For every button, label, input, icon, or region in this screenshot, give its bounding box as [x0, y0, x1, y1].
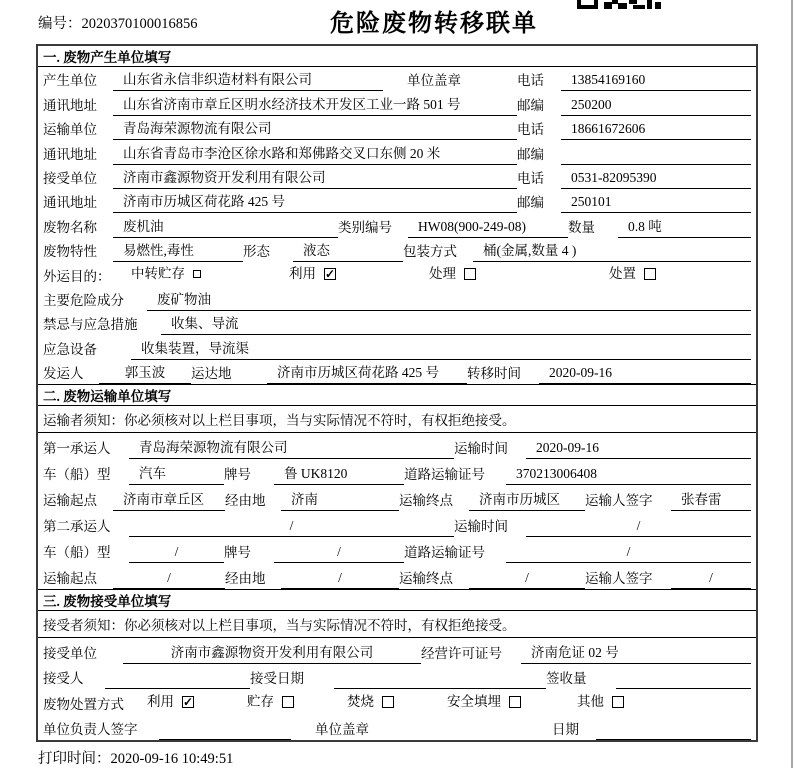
print-time-label: 打印时间：: [38, 751, 111, 767]
form-row: [38, 287, 756, 311]
serial-number: [38, 12, 198, 33]
field-value: 鲁 UK8120: [274, 464, 404, 485]
checkbox-item: [247, 692, 347, 715]
field-label: 运输时间: [454, 441, 508, 457]
field-label: 产生单位: [43, 73, 97, 89]
checkbox-label: 处理: [429, 265, 456, 281]
form-row: [38, 689, 756, 715]
form-row: [38, 715, 756, 741]
field-label: 通讯地址: [43, 97, 97, 113]
field-label: 签收量: [546, 671, 587, 687]
page-title: 危险废物转移联单: [330, 11, 538, 37]
form-row: [38, 311, 756, 335]
field-value: 0.8 吨: [618, 217, 751, 238]
field-label: 运输起点: [43, 493, 97, 509]
field-value: 济南市历城区荷花路 425 号: [113, 192, 517, 213]
field-value: 济南市章丘区: [113, 490, 225, 511]
notice-text: 接受者须知：你必须核对以上栏目事项，当与实际情况不符时，有权拒绝接受。: [38, 611, 756, 638]
checkbox-item: [609, 264, 656, 287]
checkbox-label: 贮存: [247, 693, 274, 709]
form-row: [38, 335, 756, 359]
form-row: [38, 189, 756, 213]
field-value: 收集、导流: [161, 314, 751, 335]
checkbox-unchecked-icon: [464, 268, 476, 280]
checkbox-item: [289, 264, 429, 287]
transfer-form-table: [36, 44, 758, 742]
field-label: 转移时间: [467, 366, 521, 382]
form-row: [38, 360, 756, 384]
form-row: [38, 537, 756, 563]
print-time: [38, 747, 233, 768]
field-label: 接受人: [43, 671, 84, 687]
checkbox-unchecked-icon: [612, 696, 624, 708]
form-row: [38, 262, 756, 286]
field-value: 液态: [293, 241, 403, 262]
checkbox-label: 焚烧: [347, 693, 374, 709]
field-value: 济南: [281, 490, 399, 511]
field-label: 邮编: [517, 195, 544, 211]
form-row: [38, 511, 756, 537]
field-label: 通讯地址: [43, 195, 97, 211]
field-value: /: [129, 542, 224, 563]
field-value: 汽车: [129, 464, 224, 485]
field-value: [596, 739, 751, 740]
field-label: 运输人签字: [585, 493, 653, 509]
field-value: 废机油: [113, 217, 338, 238]
field-value: /: [671, 568, 751, 589]
field-value: 易燃性,毒性: [113, 241, 243, 262]
field-label: 废物名称: [43, 219, 97, 235]
section-receiver: [38, 589, 756, 740]
form-row: [38, 213, 756, 237]
field-value: 青岛海荣源物流有限公司: [129, 438, 454, 459]
section-header: 一. 废物产生单位填写: [38, 46, 756, 67]
field-value: [159, 739, 291, 740]
form-row: [38, 165, 756, 189]
field-value: [334, 688, 546, 689]
checkbox-label: 其他: [577, 693, 604, 709]
checkbox-unchecked-icon: [382, 696, 394, 708]
field-value: 收集装置，导流渠: [131, 339, 751, 360]
checkbox-checked-icon: ✓: [182, 694, 194, 709]
field-label: 运输单位: [43, 122, 97, 138]
form-row: [38, 91, 756, 115]
field-label: 经由地: [225, 571, 266, 587]
field-label: 电话: [517, 122, 544, 138]
field-label: 牌号: [224, 545, 251, 561]
field-value: 250200: [561, 95, 751, 116]
field-label: 车（船）型: [43, 467, 111, 483]
field-value: 山东省永信非织造材料有限公司: [113, 70, 383, 91]
field-value: 济南市历城区荷花路 425 号: [267, 363, 467, 384]
field-value: /: [274, 542, 404, 563]
field-label: 电话: [517, 170, 544, 186]
field-value: [105, 688, 250, 689]
form-row: [38, 638, 756, 664]
field-label: 运输时间: [454, 519, 508, 535]
print-time-value: 2020-09-16 10:49:51: [110, 751, 234, 767]
field-value: 370213006408: [506, 464, 751, 485]
field-label: 牌号: [224, 467, 251, 483]
field-label: 运输起点: [43, 571, 97, 587]
checkbox-label: 安全填埋: [447, 693, 501, 709]
field-label: 经营许可证号: [421, 645, 502, 661]
notice-text: 运输者须知：你必须核对以上栏目事项，当与实际情况不符时，有权拒绝接受。: [38, 406, 756, 433]
field-label: 电话: [517, 73, 544, 89]
field-label: 主要危险成分: [43, 292, 124, 308]
field-value: 山东省青岛市李沧区徐水路和郑佛路交叉口东侧 20 米: [113, 144, 517, 165]
checkbox-unchecked-icon: [509, 696, 521, 708]
field-label: 通讯地址: [43, 146, 97, 162]
checkbox-checked-icon: ✓: [324, 266, 336, 281]
field-value: /: [129, 516, 454, 537]
field-value: /: [281, 568, 399, 589]
field-value: 250101: [561, 192, 751, 213]
field-value: /: [113, 568, 225, 589]
form-row: [38, 563, 756, 589]
field-label: 车（船）型: [43, 545, 111, 561]
field-label: 道路运输证号: [404, 545, 485, 561]
form-row: [38, 485, 756, 511]
checkbox-item: [577, 692, 624, 715]
field-value: 济南市鑫源物资开发利用有限公司: [123, 643, 421, 664]
field-label: 日期: [552, 722, 579, 738]
section-producer: [38, 46, 756, 384]
field-label: 道路运输证号: [404, 467, 485, 483]
field-label: 类别编号: [338, 219, 392, 235]
field-value: HW08(900-249-08): [408, 217, 568, 238]
form-row: [38, 140, 756, 164]
field-value: 济南市历城区: [469, 490, 585, 511]
serial-label: 编号：: [38, 16, 82, 32]
field-label: 废物特性: [43, 244, 97, 260]
checkbox-unchecked-icon: [282, 696, 294, 708]
field-label: 外运目的：: [43, 268, 111, 284]
field-value: 0531-82095390: [561, 168, 751, 189]
field-label: 单位负责人签字: [43, 722, 138, 738]
field-value: 青岛海荣源物流有限公司: [113, 119, 517, 140]
field-value: 张春雷: [671, 490, 751, 511]
form-row: [38, 67, 756, 91]
field-value: /: [526, 516, 751, 537]
field-label: 运输终点: [399, 493, 453, 509]
section-header: 二. 废物运输单位填写: [38, 385, 756, 406]
checkbox-label: 中转贮存: [131, 265, 185, 281]
checkbox-unchecked-icon: [193, 270, 201, 278]
field-value: [561, 164, 751, 165]
field-value: [616, 688, 751, 689]
field-label: 应急设备: [43, 341, 97, 357]
field-label: 邮编: [517, 146, 544, 162]
field-label: 包装方式: [403, 244, 457, 260]
field-label: 接受单位: [43, 170, 97, 186]
qr-code-fragment: [577, 0, 661, 9]
static-text: 单位盖章: [315, 722, 369, 738]
checkbox-label: 利用: [147, 693, 174, 709]
field-label: 废物处置方式: [43, 696, 124, 712]
field-label: 形态: [243, 244, 270, 260]
field-label: 运达地: [191, 366, 232, 382]
field-value: /: [506, 542, 751, 563]
form-row: [38, 433, 756, 459]
form-row: [38, 664, 756, 690]
field-value: 郭玉波: [99, 363, 191, 384]
field-value: 济南危证 02 号: [521, 643, 751, 664]
field-value: 2020-09-16: [526, 438, 751, 459]
checkbox-label: 利用: [289, 265, 316, 281]
field-label: 接受单位: [43, 645, 97, 661]
field-label: 运输人签字: [585, 571, 653, 587]
section-header: 三. 废物接受单位填写: [38, 590, 756, 611]
form-row: [38, 459, 756, 485]
field-value: 18661672606: [561, 119, 751, 140]
page-edge-line: [791, 0, 793, 768]
field-label: 第二承运人: [43, 519, 111, 535]
field-label: 邮编: [517, 97, 544, 113]
form-row: [38, 238, 756, 262]
checkbox-unchecked-icon: [644, 268, 656, 280]
checkbox-item: [447, 692, 577, 715]
field-value: 桶(金属,数量 4 ): [473, 241, 751, 262]
section-transporter: [38, 384, 756, 589]
field-label: 禁忌与应急措施: [43, 317, 138, 333]
field-value: 山东省济南市章丘区明水经济技术开发区工业一路 501 号: [113, 95, 517, 116]
field-label: 数量: [568, 219, 595, 235]
field-label: 发运人: [43, 366, 84, 382]
field-label: 运输终点: [399, 571, 453, 587]
field-value: 13854169160: [561, 70, 751, 91]
field-label: 接受日期: [250, 671, 304, 687]
checkbox-item: [429, 264, 609, 287]
checkbox-item: [147, 692, 247, 715]
field-value: 废矿物油: [147, 290, 751, 311]
field-label: 第一承运人: [43, 441, 111, 457]
form-row: [38, 116, 756, 140]
checkbox-item: [347, 692, 447, 715]
static-text: 单位盖章: [407, 73, 461, 89]
checkbox-label: 处置: [609, 265, 636, 281]
field-value: /: [469, 568, 585, 589]
field-value: 济南市鑫源物资开发利用有限公司: [113, 168, 517, 189]
checkbox-item: [131, 264, 289, 287]
field-value: 2020-09-16: [539, 363, 751, 384]
field-label: 经由地: [225, 493, 266, 509]
serial-value: 2020370100016856: [81, 16, 198, 32]
